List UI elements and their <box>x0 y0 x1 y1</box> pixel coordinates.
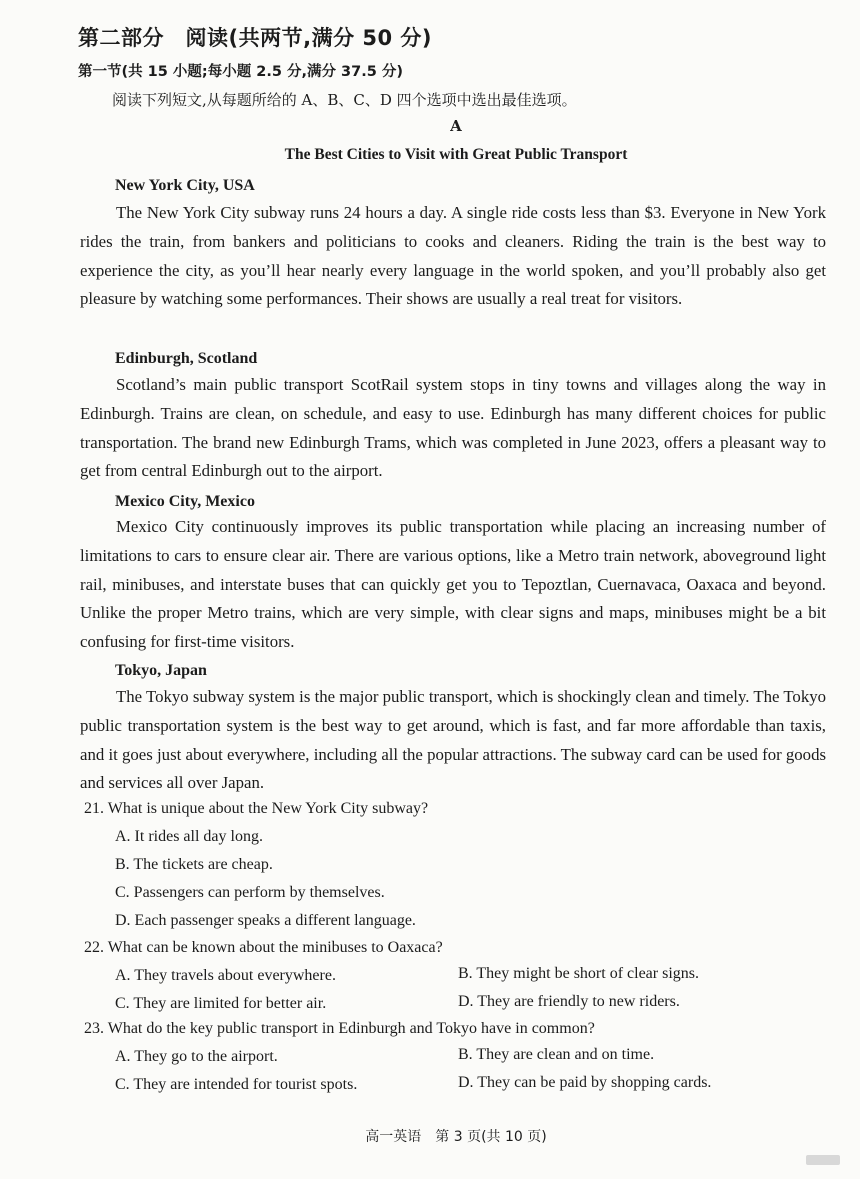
city-heading-newyork: New York City, USA <box>115 177 255 194</box>
paragraph-mexico: Mexico City continuously improves its public transportation while placing an increasing number of limitations to cars to ensure clear air. There are various options, like a Metro train network, aboveground light rail, minibuses, and interstate buses that can quickly get you to Tepoztlan, Cuernavaca, Oaxaca and beyond. Unlike the proper Metro trains, which are very simple, with clear signs and maps, minibuses might be a bit confusing for first-time visitors. <box>80 517 826 652</box>
passage-letter: A <box>450 117 462 135</box>
passage-title: The Best Cities to Visit with Great Public Transport <box>284 146 628 163</box>
question-23: 23. What do the key public transport in Edinburgh and Tokyo have in common? <box>84 1020 595 1037</box>
paragraph-newyork: The New York City subway runs 24 hours a day. A single ride costs less than $3. Everyone in New York rides the train, from bankers and politicians to cooks and cleaners. Riding the train is the best way to experience the city, as you’ll hear nearly every language in the world spoken, and you’ll probably also get pleasure by watching some performances. Their shows are usually a real treat for visitors. <box>80 203 826 309</box>
option-23-a: A. They go to the airport. <box>115 1048 278 1065</box>
section-title: 第一节(共 15 小题;每小题 2.5 分,满分 37.5 分) <box>78 64 403 80</box>
option-21-b: B. The tickets are cheap. <box>115 856 273 873</box>
paragraph-tokyo: The Tokyo subway system is the major public transport, which is shockingly clean and timely. The Tokyo public transportation system is the best way to get around, which is fast, and far more affordable than taxis, and it goes just about everywhere, including all the popular attractions. The subway card can be used for goods and services all over Japan. <box>80 687 826 793</box>
city-heading-mexico: Mexico City, Mexico <box>115 493 255 510</box>
part-title: 第二部分 阅读(共两节,满分 50 分) <box>78 26 433 50</box>
option-22-a: A. They travels about everywhere. <box>115 967 336 984</box>
question-22: 22. What can be known about the minibuses to Oaxaca? <box>84 939 443 956</box>
paragraph-edinburgh: Scotland’s main public transport ScotRail system stops in tiny towns and villages along the way in Edinburgh. Trains are clean, on schedule, and easy to use. Edinburgh has many different choices for public transportation. The brand new Edinburgh Trams, which was completed in June 2023, offers a pleasant way to get from central Edinburgh out to the airport. <box>80 375 826 481</box>
option-22-c: C. They are limited for better air. <box>115 995 327 1012</box>
option-22-d: D. They are friendly to new riders. <box>458 993 680 1010</box>
option-21-d: D. Each passenger speaks a different language. <box>115 912 416 929</box>
scanner-watermark <box>806 1155 840 1165</box>
city-heading-tokyo: Tokyo, Japan <box>115 662 207 679</box>
question-21: 21. What is unique about the New York City subway? <box>84 800 429 817</box>
option-21-c: C. Passengers can perform by themselves. <box>115 884 385 901</box>
city-heading-edinburgh: Edinburgh, Scotland <box>115 350 258 367</box>
option-21-a: A. It rides all day long. <box>115 828 263 845</box>
option-23-d: D. They can be paid by shopping cards. <box>458 1074 712 1091</box>
option-23-c: C. They are intended for tourist spots. <box>115 1076 358 1093</box>
option-23-b: B. They are clean and on time. <box>458 1046 655 1063</box>
page-footer: 高一英语 第 3 页(共 10 页) <box>365 1129 547 1145</box>
option-22-b: B. They might be short of clear signs. <box>458 965 699 982</box>
instruction: 阅读下列短文,从每题所给的 A、B、C、D 四个选项中选出最佳选项。 <box>112 91 577 109</box>
